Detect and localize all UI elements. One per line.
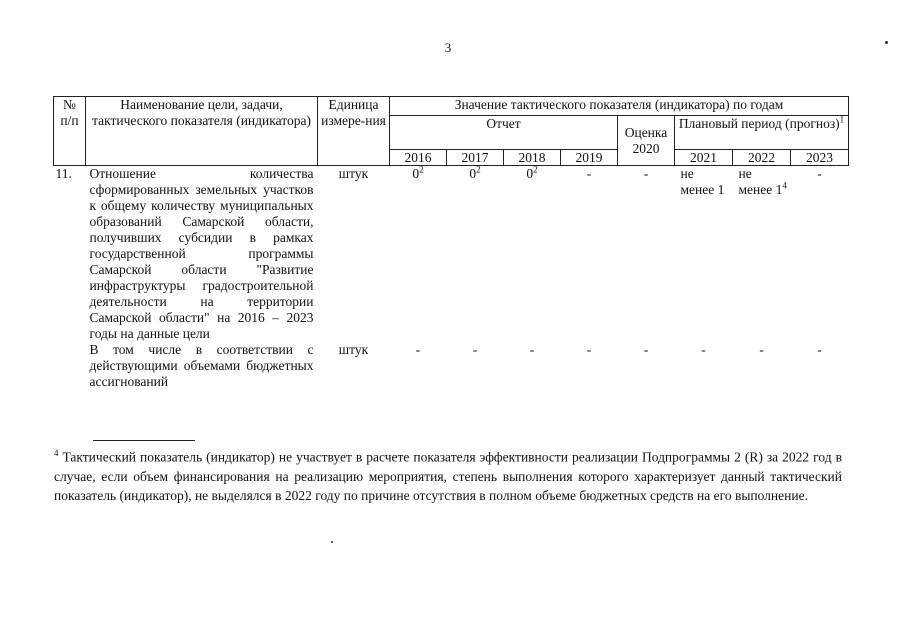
value-2023: - <box>817 166 822 181</box>
year-2021: 2021 <box>675 150 733 166</box>
header-report: Отчет <box>390 116 618 150</box>
year-2022: 2022 <box>733 150 791 166</box>
value-2017: $0^2$ <box>469 164 481 181</box>
page-number: 3 <box>444 40 452 55</box>
header-num: № п/п <box>54 97 86 166</box>
value-2016: - <box>415 342 421 357</box>
header-estimate: Оценка 2020 <box>618 116 675 166</box>
value-2018: - <box>529 342 535 357</box>
value-2023: - <box>817 342 822 357</box>
table-row <box>54 342 849 390</box>
year-2018: 2018 <box>504 150 561 166</box>
value-2019: - <box>586 166 592 181</box>
value-2022: - <box>759 342 764 357</box>
footnote-text: Тактический показатель (индикатор) не участвует в расчете показателя эффективности реализации Подпрограммы 2 (R) за 2022 год в случае, если объем финансирования на реализацию мероприятия, степень выполнения которого характеризует данный тактический показатель (индикатор), не выделялся в 2022 году по причине отсутствия в полном объеме бюджетных средств на его выполнение. <box>54 449 842 503</box>
header-name: Наименование цели, задачи, тактического показателя (индикатора) <box>86 97 318 166</box>
row-number: 11. <box>55 166 72 181</box>
header-values: Значение тактического показателя (индикатора) по годам <box>390 97 849 116</box>
header-plan-label: Плановый период (прогноз) <box>678 116 840 131</box>
unit-cell: штук <box>338 342 369 357</box>
scan-speck <box>331 541 333 543</box>
header-plan-footnote-ref: 1 <box>839 114 845 125</box>
value-2021: не менее 1 <box>680 166 725 197</box>
footnote-marker: 4 <box>54 448 59 458</box>
year-2023: 2023 <box>791 150 849 166</box>
value-2021: - <box>701 342 706 357</box>
value-2019: - <box>586 342 592 357</box>
indicator-name: В том числе в соответствии с действующими объемами бюджетных ассигнований <box>89 342 314 389</box>
unit-cell: штук <box>338 166 369 181</box>
value-2018: $0^2$ <box>526 164 538 181</box>
value-2016: $0^2$ <box>412 164 424 181</box>
indicator-name: Отношение количества сформированных земельных участков к общему количеству муниципальных образований Самарской области, получивших субсидии в рамках государственной программы Самарской области "Развитие инфраструктуры градостроительной деятельности на территории Самарской области" на 2016 – 2023 годы на данные цели <box>89 166 314 341</box>
year-2016: 2016 <box>390 150 447 166</box>
header-unit: Единица измере-ния <box>318 97 390 166</box>
value-2017: - <box>472 342 478 357</box>
table-row <box>54 166 849 343</box>
header-plan <box>675 116 849 150</box>
scan-speck <box>885 41 888 44</box>
footnote <box>54 444 842 505</box>
value-2020: - <box>643 166 649 181</box>
footnote-separator <box>93 440 195 441</box>
row-number <box>54 342 86 390</box>
value-2020: - <box>643 342 649 357</box>
indicator-table <box>53 96 849 390</box>
year-2019: 2019 <box>561 150 618 166</box>
year-2017: 2017 <box>447 150 504 166</box>
value-2022: не менее $1^4$ <box>738 166 787 197</box>
